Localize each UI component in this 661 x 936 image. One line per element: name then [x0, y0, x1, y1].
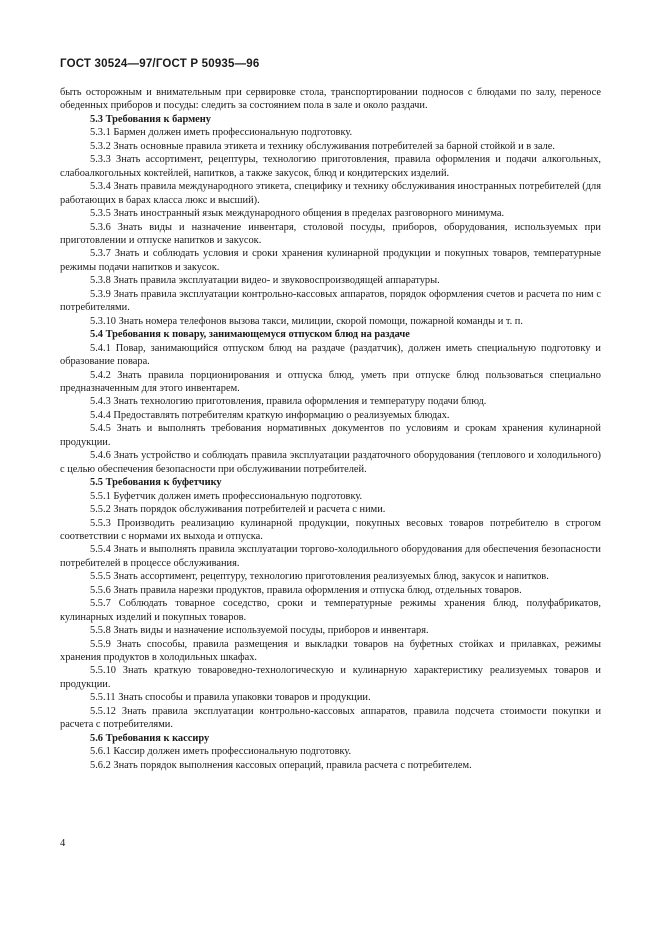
paragraph: 5.5.1 Буфетчик должен иметь профессиональную подготовку.: [90, 490, 363, 502]
paragraph: 5.3.1 Бармен должен иметь профессиональную подготовку.: [90, 127, 353, 139]
page-number: 4: [60, 838, 66, 849]
paragraph: 5.3.6 Знать виды и назначение инвентаря, столовой посуды, приборов, оборудования, используемых при приготовлении и отпуске напитков и закусок.: [60, 221, 601, 246]
paragraph: 5.4.6 Знать устройство и соблюдать правила эксплуатации раздаточного оборудования (теплового и холодильного) с целью обеспечения безопасности при обслуживании потребителей.: [60, 450, 601, 475]
paragraph: 5.5.8 Знать виды и назначение используемой посуды, приборов и инвентаря.: [90, 625, 429, 637]
paragraph: 5.3.8 Знать правила эксплуатации видео- и звуковоспроизводящей аппаратуры.: [90, 275, 440, 287]
paragraph: 5.3.2 Знать основные правила этикета и технику обслуживания потребителей за барной стойкой и в зале.: [90, 140, 555, 152]
paragraph: 5.5.2 Знать порядок обслуживания потребителей и расчета с ними.: [90, 504, 386, 516]
paragraph: 5.3.10 Знать номера телефонов вызова такси, милиции, скорой помощи, пожарной команды и т. п.: [90, 315, 523, 327]
paragraph: 5.6.1 Кассир должен иметь профессиональную подготовку.: [90, 746, 352, 758]
paragraph: 5.5.4 Знать и выполнять правила эксплуатации торгово-холодильного оборудования для обеспечения безопасности потребителей в процессе обслуживания.: [60, 544, 601, 569]
page-header: ГОСТ 30524—97/ГОСТ Р 50935—96: [60, 58, 260, 70]
paragraph: 5.5.9 Знать способы, правила размещения и выкладки товаров на буфетных стойках и прилавках, режимы хранения продуктов в холодильных шкафах.: [60, 638, 601, 664]
paragraph: 5.3.9 Знать правила эксплуатации контрольно-кассовых аппаратов, порядок оформления счетов и расчета по ним с потребителями.: [60, 288, 601, 314]
paragraph: 5.4.2 Знать правила порционирования и отпуска блюд, уметь при отпуске блюд пользоваться специально предназначенным для этого инвентарем.: [60, 369, 601, 394]
paragraph: 5.3.5 Знать иностранный язык международного общения в пределах разговорного минимума.: [90, 208, 505, 220]
paragraph: 5.5.7 Соблюдать товарное соседство, сроки и температурные режимы хранения блюд, полуфабрикатов, кулинарных изделий и покупных товаров.: [60, 598, 601, 623]
paragraph: 5.3.4 Знать правила международного этикета, специфику и технику обслуживания иностранных потребителей (для работающих в барах класса люкс и высший).: [60, 181, 601, 206]
paragraph: 5.6.2 Знать порядок выполнения кассовых операций, правила расчета с потребителем.: [90, 759, 472, 771]
paragraph: 5.5.5 Знать ассортимент, рецептуру, технологию приготовления реализуемых блюд, закусок и напитков.: [90, 571, 549, 583]
section-heading: 5.4 Требования к повару, занимающемуся отпуском блюд на раздаче: [90, 329, 410, 341]
paragraph: 5.5.11 Знать способы и правила упаковки товаров и продукции.: [90, 692, 371, 704]
paragraph: 5.3.7 Знать и соблюдать условия и сроки хранения кулинарной продукции и покупных товаров, температурные режимы подачи напитков и закусок.: [60, 248, 601, 273]
paragraph: 5.4.3 Знать технологию приготовления, правила оформления и температуру подачи блюд.: [90, 396, 487, 408]
section-heading: 5.5 Требования к буфетчику: [90, 477, 222, 489]
paragraph: 5.5.6 Знать правила нарезки продуктов, правила оформления и отпуска блюд, отдельных товаров.: [90, 584, 522, 596]
paragraph: 5.4.5 Знать и выполнять требования нормативных документов по условиям и срокам хранения кулинарной продукции.: [60, 423, 601, 448]
paragraph: 5.4.4 Предоставлять потребителям краткую информацию о реализуемых блюдах.: [90, 409, 450, 421]
paragraph: 5.5.12 Знать правила эксплуатации контрольно-кассовых аппаратов, правила подсчета стоимости покупки и расчета с потребителями.: [60, 705, 601, 731]
paragraph: 5.5.3 Производить реализацию кулинарной продукции, покупных весовых товаров потребителю в строгом соответствии с нормами их выхода и отпуска.: [60, 517, 601, 542]
paragraph: 5.3.3 Знать ассортимент, рецептуры, технологию приготовления, правила оформления и подачи алкогольных, слабоалкогольных коктейлей, напитков, а также закусок, блюд и кондитерских изделий.: [60, 154, 601, 179]
document-body: [60, 86, 601, 772]
section-heading: 5.6 Требования к кассиру: [90, 732, 210, 744]
paragraph: 5.5.10 Знать краткую товароведно-технологическую и кулинарную характеристику реализуемых товаров и продукции.: [60, 665, 601, 690]
paragraph: быть осторожным и внимательным при сервировке стола, транспортировании подносов с блюдами по залу, переносе обеденных приборов и посуды: следить за состоянием пола в зале и около раздачи.: [60, 87, 601, 112]
paragraph: 5.4.1 Повар, занимающийся отпуском блюд на раздаче (раздатчик), должен иметь специальную подготовку и образование повара.: [60, 342, 601, 368]
section-heading: 5.3 Требования к бармену: [90, 113, 211, 125]
